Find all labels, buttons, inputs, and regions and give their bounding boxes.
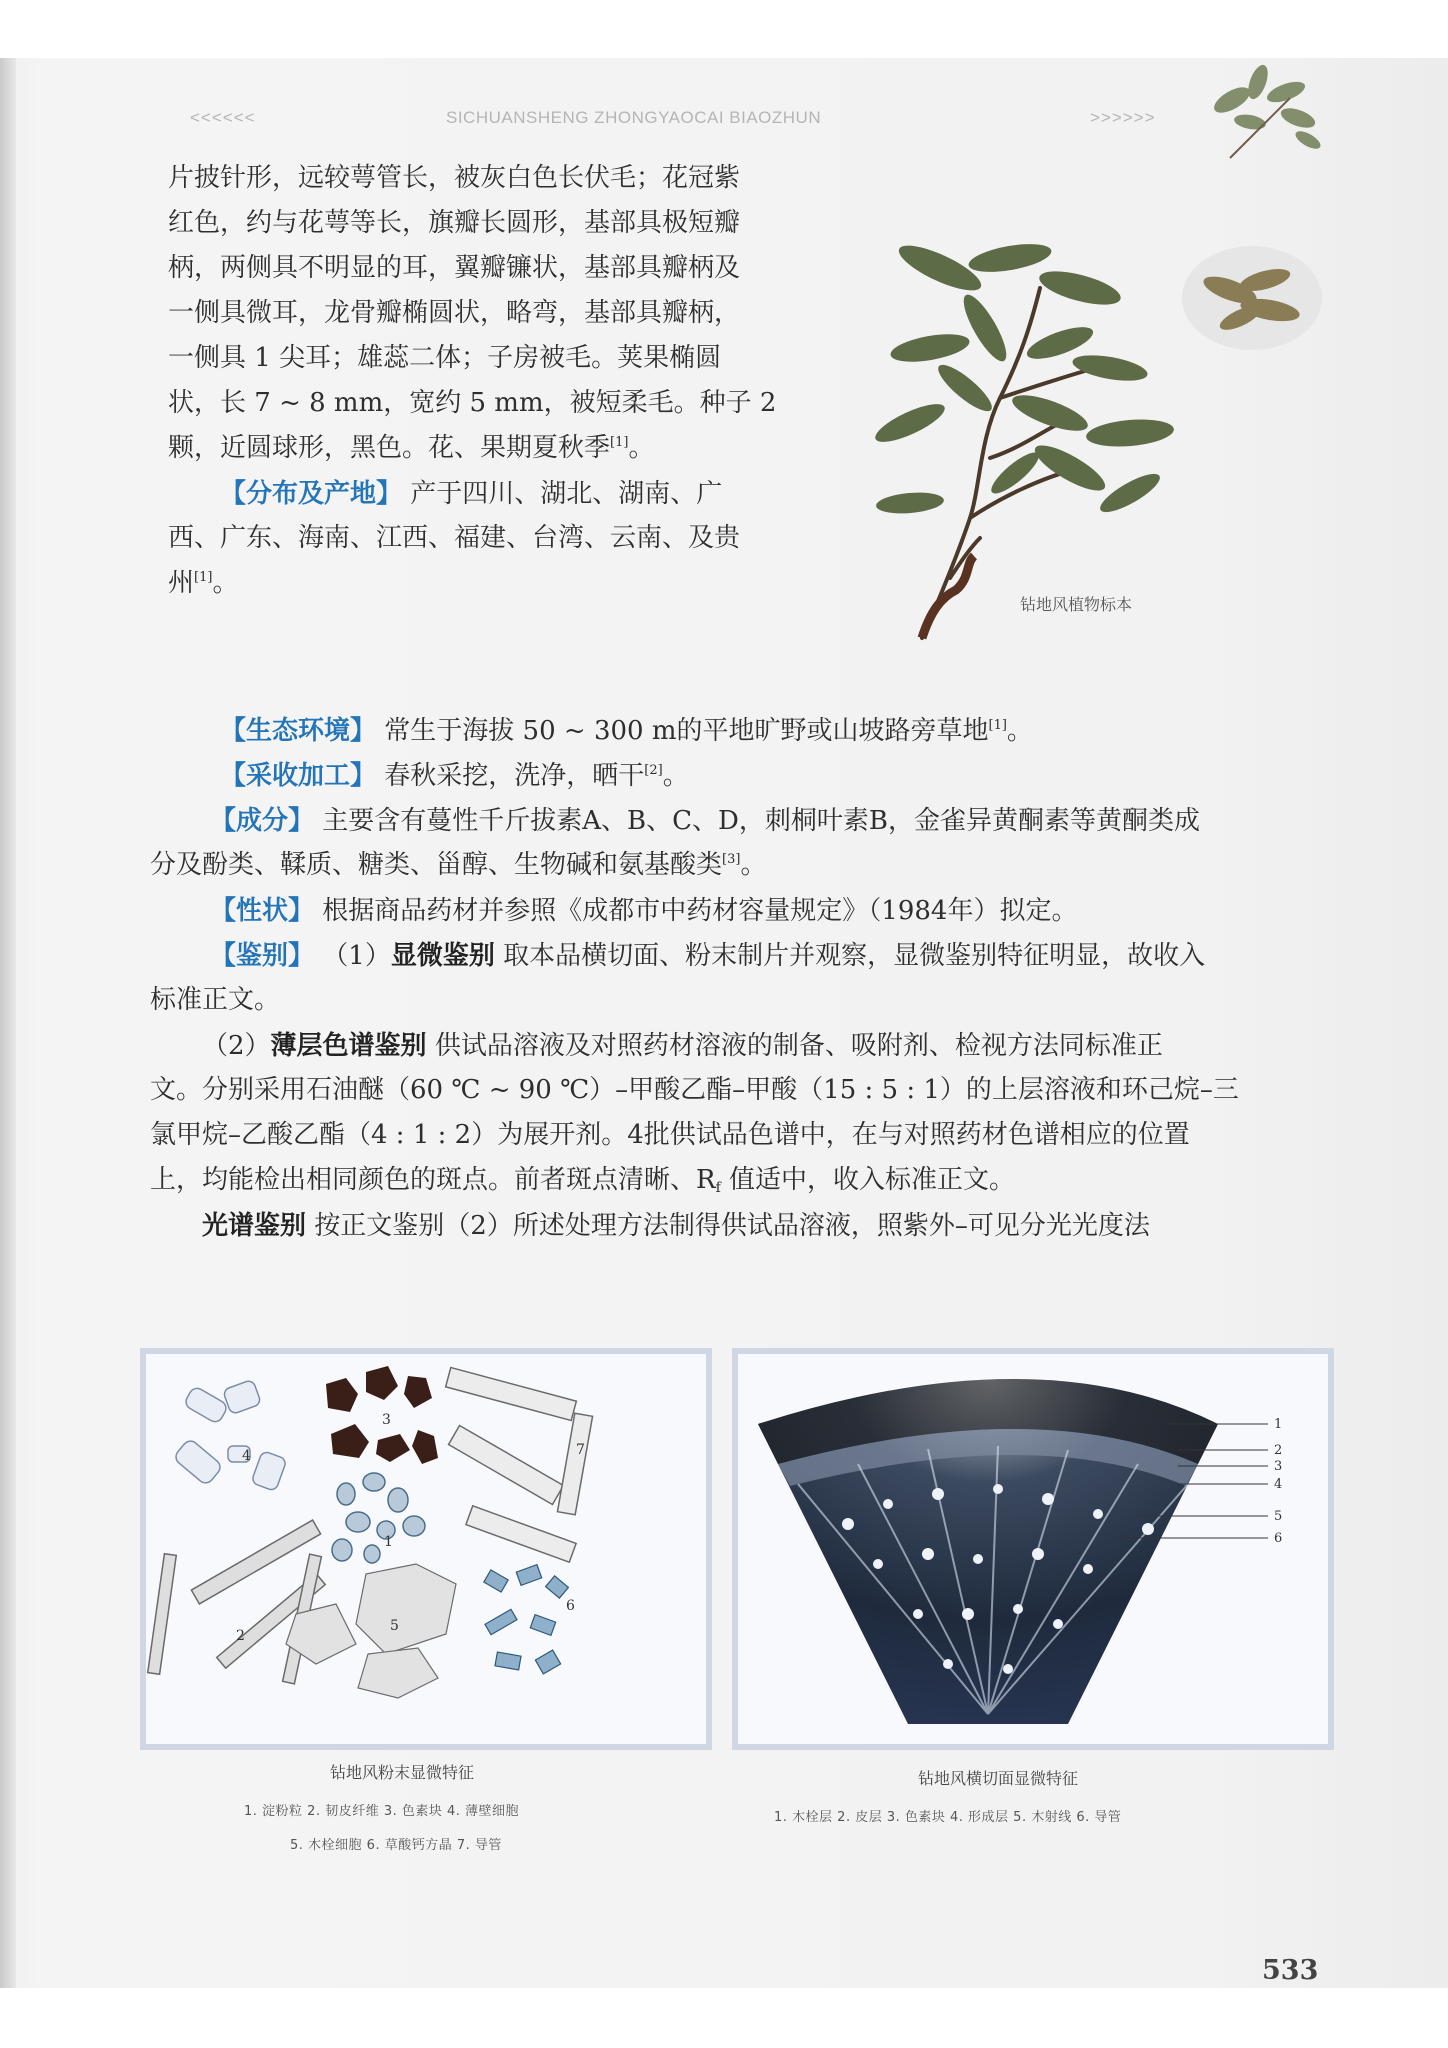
book-page — [0, 58, 1448, 1988]
powder-label-3: 3 — [382, 1412, 391, 1428]
section-label-1: 1 — [1274, 1417, 1283, 1432]
spectrum-line — [150, 1203, 1239, 1248]
text-segment: 按正文鉴别（2）所述处理方法制得供试品溶液，照紫外–可见分光光度法 — [314, 1211, 1150, 1241]
header-left-marks: <<<<<< — [190, 108, 256, 127]
powder-label-5: 5 — [390, 1618, 399, 1634]
text-segment: 春秋采挖，洗净，晒干 — [384, 761, 645, 791]
text-segment: （1） — [322, 941, 391, 971]
section-label-properties: 【性状】 — [210, 895, 315, 925]
distribution-line-1 — [168, 471, 776, 516]
subsection-title-microscopy: 显微鉴别 — [390, 940, 495, 970]
ecology-line — [150, 708, 1239, 753]
tlc-line-1 — [150, 1023, 1239, 1068]
reference-mark: [1] — [988, 718, 1007, 733]
text-line — [168, 426, 776, 471]
reference-mark: [3] — [722, 852, 741, 867]
harvest-line — [150, 753, 1239, 798]
powder-micro-figure — [140, 1348, 712, 1750]
section-figure-legend: 1. 木栓层 2. 皮层 3. 色素块 4. 形成层 5. 木射线 6. 导管 — [774, 1810, 1122, 1825]
powder-figure-legend-2: 5. 木栓细胞 6. 草酸钙方晶 7. 导管 — [290, 1838, 502, 1853]
specimen-caption: 钻地风植物标本 — [1020, 595, 1133, 614]
section-label-2: 2 — [1274, 1443, 1283, 1458]
subsection-title-spectrum: 光谱鉴别 — [202, 1210, 307, 1240]
running-header — [180, 98, 1340, 138]
powder-figure-title: 钻地风粉末显微特征 — [330, 1763, 475, 1782]
cross-section-figure — [732, 1348, 1334, 1750]
text-line: 状，长 7 ~ 8 mm，宽约 5 mm，被短柔毛。种子 2 — [168, 388, 777, 418]
components-line-2 — [150, 843, 1239, 888]
morphology-text — [168, 156, 776, 606]
tlc-line-2: 文。分别采用石油醚（60 ℃ ~ 90 ℃）–甲酸乙酯–甲酸（15 : 5 : 1）的上层溶液和环己烷–三 — [150, 1075, 1239, 1105]
text-segment: 主要含有蔓性千斤拔素A、B、C、D，刺桐叶素B，金雀异黄酮素等黄酮类成 — [322, 806, 1201, 836]
text-line: 一侧具 1 尖耳；雄蕊二体；子房被毛。荚果椭圆 — [168, 343, 722, 373]
text-line: 红色，约与花萼等长，旗瓣长圆形，基部具极短瓣 — [168, 208, 741, 238]
text-segment: 值适中，收入标准正文。 — [720, 1165, 1016, 1195]
header-running-title: SICHUANSHENG ZHONGYAOCAI BIAOZHUN — [446, 108, 822, 127]
powder-label-6: 6 — [566, 1598, 575, 1614]
text-segment: 根据商品药材并参照《成都市中药材容量规定》（1984年）拟定。 — [322, 896, 1078, 926]
text-line: 片披针形，远较萼管长，被灰白色长伏毛；花冠紫 — [168, 163, 741, 193]
reference-mark: [1] — [194, 570, 213, 585]
section-label-harvest: 【采收加工】 — [220, 760, 377, 790]
powder-label-7: 7 — [576, 1442, 585, 1458]
header-leaf-ornament — [1190, 58, 1340, 168]
text-segment: （2） — [202, 1031, 271, 1061]
text-subscript: f — [715, 1180, 721, 1196]
powder-label-1: 1 — [384, 1534, 393, 1550]
section-label-identification: 【鉴别】 — [210, 940, 315, 970]
text-segment: 常生于海拔 50 ~ 300 m的平地旷野或山坡路旁草地 — [384, 716, 989, 746]
section-label-ecology: 【生态环境】 — [220, 715, 377, 745]
page-number: 533 — [1262, 1955, 1319, 1986]
book-spine-shadow — [0, 58, 16, 1988]
components-line-1 — [150, 798, 1239, 843]
identification-line-2: 标准正文。 — [150, 985, 281, 1015]
text-segment: 。 — [740, 850, 767, 880]
section-label-3: 3 — [1274, 1459, 1283, 1474]
text-segment: 产于四川、湖北、湖南、广 — [410, 479, 723, 509]
section-label-distribution: 【分布及产地】 — [220, 478, 403, 508]
powder-micro-illustration — [146, 1354, 706, 1744]
section-label-components: 【成分】 — [210, 805, 315, 835]
distribution-line-3 — [168, 561, 776, 606]
tlc-line-3: 氯甲烷–乙酸乙酯（4 : 1 : 2）为展开剂。4批供试品色谱中，在与对照药材色谱相应的位置 — [150, 1120, 1190, 1150]
section-figure-title: 钻地风横切面显微特征 — [918, 1769, 1079, 1788]
section-label-6: 6 — [1274, 1531, 1283, 1546]
text-segment: 上，均能检出相同颜色的斑点。前者斑点清晰、R — [150, 1165, 716, 1195]
section-label-4: 4 — [1274, 1477, 1283, 1492]
powder-figure-legend-1: 1. 淀粉粒 2. 韧皮纤维 3. 色素块 4. 薄壁细胞 — [244, 1804, 520, 1819]
text-segment: 颗，近圆球形，黑色。花、果期夏秋季 — [168, 433, 611, 463]
cross-section-illustration — [738, 1354, 1328, 1744]
reference-mark: [2] — [644, 763, 663, 778]
distribution-line-2: 西、广东、海南、江西、福建、台湾、云南、及贵 — [168, 523, 741, 553]
text-segment: 。 — [212, 568, 239, 598]
identification-line-1 — [150, 933, 1239, 978]
text-line: 柄，两侧具不明显的耳，翼瓣镰状，基部具瓣柄及 — [168, 253, 741, 283]
powder-label-2: 2 — [236, 1628, 245, 1644]
tlc-line-4 — [150, 1158, 1239, 1203]
body-text — [150, 708, 1239, 1248]
text-segment: 。 — [628, 433, 655, 463]
section-label-5: 5 — [1274, 1509, 1283, 1524]
reference-mark: [1] — [610, 435, 629, 450]
properties-line — [150, 888, 1239, 933]
text-line: 一侧具微耳，龙骨瓣椭圆状，略弯，基部具瓣柄， — [168, 298, 741, 328]
text-segment: 。 — [662, 761, 689, 791]
header-right-marks: >>>>>> — [1090, 108, 1156, 127]
text-segment: 分及酚类、鞣质、糖类、甾醇、生物碱和氨基酸类 — [150, 850, 723, 880]
text-segment: 。 — [1006, 716, 1033, 746]
text-segment: 供试品溶液及对照药材溶液的制备、吸附剂、检视方法同标准正 — [434, 1031, 1163, 1061]
powder-label-4: 4 — [242, 1448, 251, 1464]
text-segment: 州 — [168, 568, 195, 598]
text-segment: 取本品横切面、粉末制片并观察，显微鉴别特征明显，故收入 — [503, 941, 1206, 971]
subsection-title-tlc: 薄层色谱鉴别 — [270, 1030, 427, 1060]
